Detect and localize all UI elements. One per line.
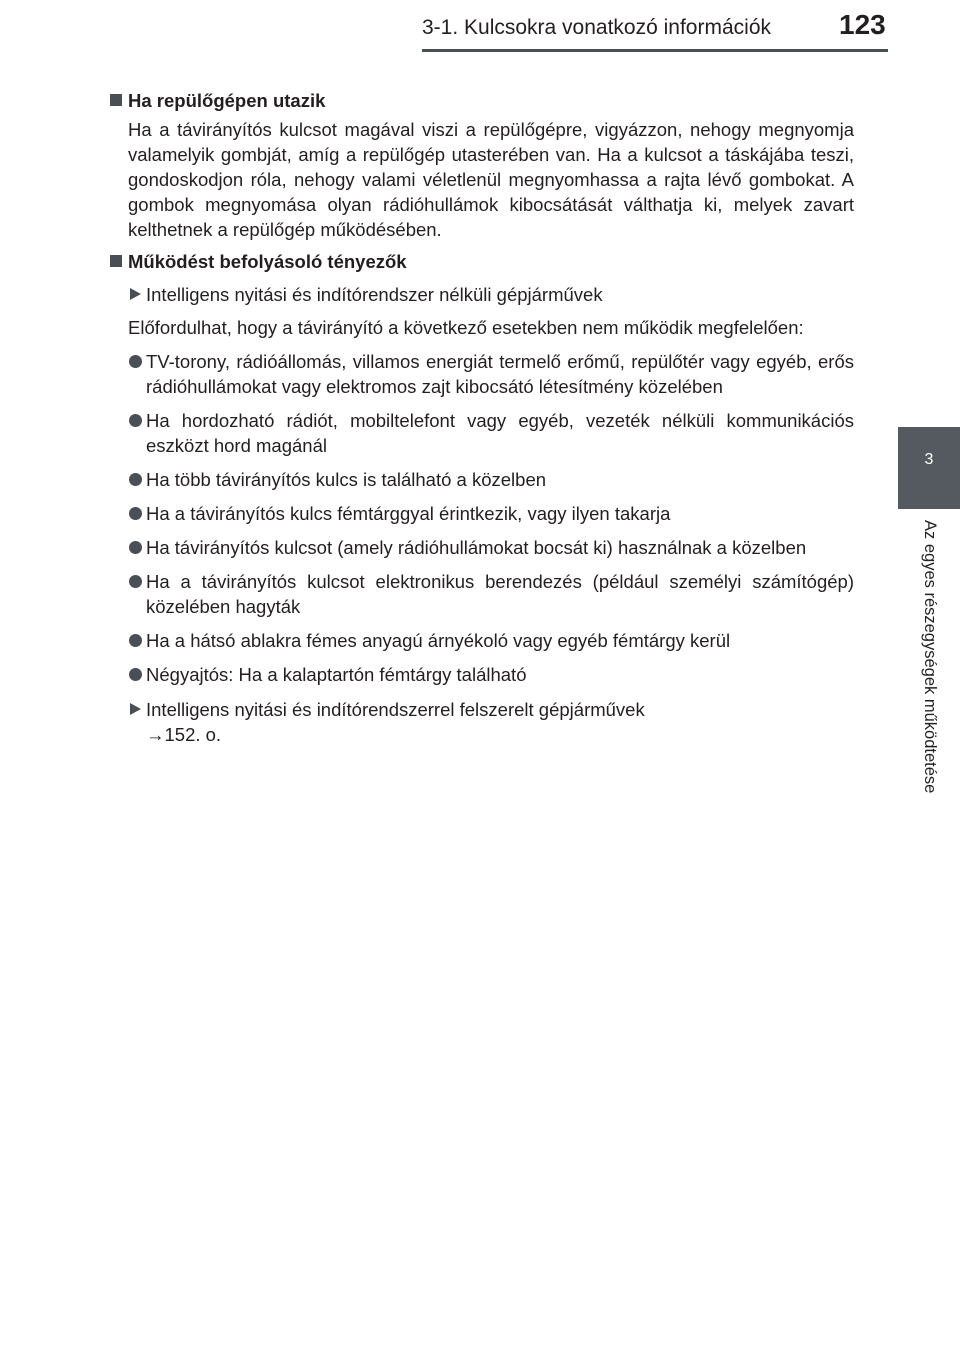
section-heading-factors: [110, 249, 854, 274]
list-item: [128, 535, 854, 560]
subheading-no-smart-key: [128, 282, 854, 307]
triangle-bullet-icon: [130, 703, 141, 715]
section-heading-text: Ha repülőgépen utazik: [128, 90, 326, 111]
chapter-tab: [898, 427, 960, 509]
round-bullet-icon: [129, 355, 142, 368]
list-item-text: Ha a távirányítós kulcsot elektronikus berendezés (például személyi számítógép) közelében hagyták: [146, 571, 854, 617]
round-bullet-icon: [129, 668, 142, 681]
round-bullet-icon: [129, 507, 142, 520]
round-bullet-icon: [129, 414, 142, 427]
section-heading-airplane: [110, 88, 854, 113]
chapter-label: Az egyes részegységek működtetése: [921, 520, 939, 794]
intro-paragraph: Előfordulhat, hogy a távirányító a következő esetekben nem működik megfelelően:: [128, 317, 804, 338]
header-divider: [422, 49, 888, 52]
list-item: [128, 408, 854, 458]
list-item-text: Ha a hátsó ablakra fémes anyagú árnyékoló vagy egyéb fémtárgy kerül: [146, 630, 731, 651]
list-item: [128, 349, 854, 399]
list-item: [128, 662, 854, 687]
list-item-text: Ha távirányítós kulcsot (amely rádióhullámokat bocsát ki) használnak a közelben: [146, 537, 807, 558]
page-content: [110, 88, 854, 747]
list-item-text: Ha több távirányítós kulcs is található a közelben: [146, 469, 547, 490]
header-title: 3-1. Kulcsokra vonatkozó információk: [422, 16, 771, 39]
round-bullet-icon: [129, 473, 142, 486]
list-item: [128, 467, 854, 492]
round-bullet-icon: [129, 541, 142, 554]
subheading-text: Intelligens nyitási és indítórendszer nélküli gépjárművek: [146, 284, 603, 305]
round-bullet-icon: [129, 575, 142, 588]
list-item-text: Négyajtós: Ha a kalaptartón fémtárgy található: [146, 664, 527, 685]
subheading-text: Intelligens nyitási és indítórendszerrel felszerelt gépjárművek: [146, 699, 645, 720]
list-item-text: Ha hordozható rádiót, mobiltelefont vagy egyéb, vezeték nélküli kommunikációs eszközt hord magánál: [146, 410, 854, 456]
list-item-text: TV-torony, rádióállomás, villamos energiát termelő erőmű, repülőtér vagy egyéb, erős rádióhullámokat vagy elektromos zajt kibocsátó létesítmény közelében: [146, 351, 854, 397]
triangle-bullet-icon: [130, 288, 141, 300]
subheading-smart-key: [128, 697, 854, 747]
round-bullet-icon: [129, 634, 142, 647]
section-heading-text: Működést befolyásoló tényezők: [128, 251, 407, 272]
section-paragraph: Ha a távirányítós kulcsot magával viszi a repülőgépre, vigyázzon, nehogy megnyomja valamelyik gombját, amíg a repülőgép utasterében van. Ha a kulcsot a táskájába teszi, gondoskodjon róla, nehogy valami véletlenül megnyomhassa a rajta lévő gombokat. A gombok megnyomása olyan rádióhullámok kibocsátását válthatja ki, melyek zavart kelthetnek a repülőgép működésében.: [128, 119, 854, 240]
list-item: [128, 569, 854, 619]
page-reference-link[interactable]: →152. o.: [146, 724, 222, 745]
list-item: [128, 501, 854, 526]
square-bullet-icon: [110, 94, 122, 106]
list-item-text: Ha a távirányítós kulcs fémtárggyal érintkezik, vagy ilyen takarja: [146, 503, 671, 524]
chapter-number: 3: [924, 451, 934, 468]
list-item: [128, 628, 854, 653]
square-bullet-icon: [110, 255, 122, 267]
page-number: 123: [839, 9, 886, 40]
